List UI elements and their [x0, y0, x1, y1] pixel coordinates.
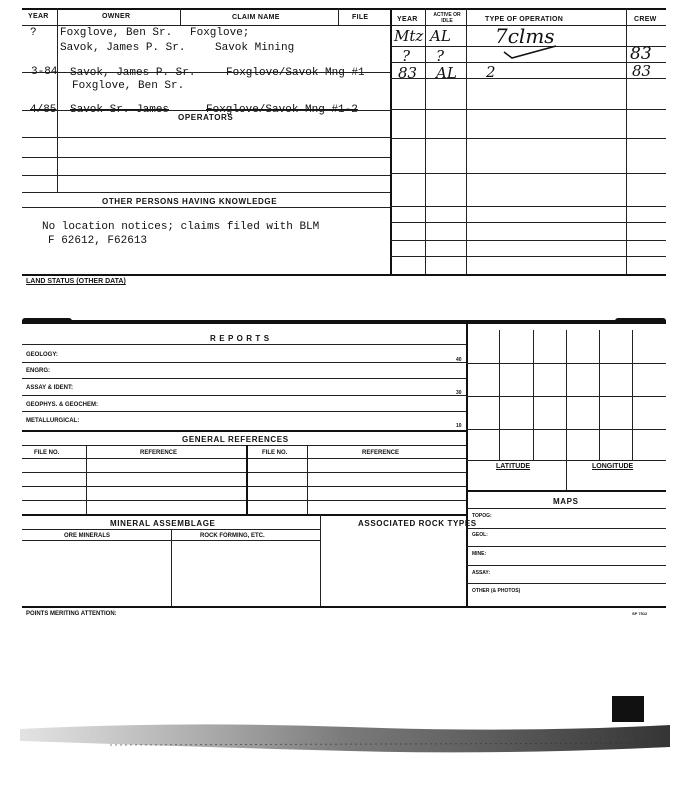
points-meriting-attention: POINTS MERITING ATTENTION:	[26, 611, 117, 617]
activity-3-year: 83	[398, 64, 418, 82]
report-assay-num: 30	[456, 390, 462, 396]
ore-minerals-label: ORE MINERALS	[64, 533, 111, 539]
col-owner: OWNER	[102, 13, 131, 20]
owner-row-4-owner: Foxglove, Ben Sr.	[72, 80, 185, 92]
activity-2-crew: 83	[630, 44, 652, 64]
report-geology: GEOLOGY:	[26, 352, 58, 358]
gen-ref-col-3: FILE NO.	[262, 450, 288, 456]
gen-ref-col-4: REFERENCE	[362, 450, 400, 456]
other-persons-title: OTHER PERSONS HAVING KNOWLEDGE	[102, 197, 278, 206]
gen-ref-col-1: FILE NO.	[34, 450, 60, 456]
maps-geol: GEOL:	[472, 532, 488, 538]
report-metallurgical: METALLURGICAL:	[26, 418, 80, 424]
report-engrg: ENGRG:	[26, 368, 50, 374]
owner-row-2-owner: Savok, James P. Sr.	[60, 42, 186, 54]
owner-row-3-claim: Foxglove/Savok Mng #1	[226, 67, 365, 79]
activity-1-status: AL	[430, 27, 451, 45]
maps-other: OTHER (& PHOTOS)	[472, 588, 521, 594]
activity-2-status: ?	[436, 47, 445, 65]
note-line-1: No location notices; claims filed with BLM	[42, 221, 320, 233]
note-line-2: F 62612, F62613	[48, 235, 148, 247]
activity-1-year: Mtz	[394, 27, 424, 45]
maps-topog: TOPOG:	[472, 513, 492, 519]
activity-2-year: ?	[402, 47, 411, 65]
owner-row-3-owner: Savok, James P. Sr.	[70, 67, 196, 79]
report-assay: ASSAY & IDENT:	[26, 385, 74, 391]
activity-3-crew: 83	[632, 62, 652, 80]
activity-3-status: AL	[436, 64, 457, 82]
owner-row-1-owner: Foxglove, Ben Sr.	[60, 27, 173, 39]
col-file: FILE	[352, 14, 369, 21]
reports-title: R E P O R T S	[210, 334, 270, 343]
owner-row-1-year: ?	[30, 27, 37, 39]
report-geology-num: 40	[456, 357, 462, 363]
general-references-title: GENERAL REFERENCES	[182, 435, 289, 444]
col-year-2: YEAR	[397, 16, 418, 23]
report-geophys: GEOPHYS. & GEOCHEM:	[26, 402, 99, 408]
col-type-of-operation: TYPE OF OPERATION	[485, 16, 564, 23]
report-metallurgical-num: 10	[456, 423, 462, 429]
owner-row-5-year: 4/85	[30, 104, 57, 116]
associated-rock-types-title: ASSOCIATED ROCK TYPES	[358, 519, 477, 528]
scan-mark-right	[615, 318, 666, 324]
activity-1-type: 7clms	[495, 24, 555, 48]
scan-noise-band	[20, 715, 670, 765]
activity-3-type: 2	[486, 63, 496, 81]
owner-row-5-owner: Savok Sr. James	[70, 104, 170, 116]
maps-mine: MINE:	[472, 551, 487, 557]
longitude-label: LONGITUDE	[592, 463, 634, 470]
col-claim-name: CLAIM NAME	[232, 14, 280, 21]
col-crew: CREW	[634, 16, 657, 23]
maps-title: MAPS	[553, 497, 579, 506]
operators-title: OPERATORS	[178, 113, 234, 122]
mineral-assemblage-title: MINERAL ASSEMBLAGE	[110, 519, 216, 528]
col-year: YEAR	[28, 13, 49, 20]
owner-row-5-claim: Foxglove/Savok Mng #1-2	[206, 104, 358, 116]
gen-ref-col-2: REFERENCE	[140, 450, 178, 456]
rock-forming-label: ROCK FORMING, ETC.	[200, 533, 265, 539]
maps-assay: ASSAY:	[472, 570, 491, 576]
section-divider	[22, 320, 666, 324]
col-active-idle: ACTIVE OR IDLE	[433, 12, 461, 24]
owner-row-3-year: 3-84	[31, 66, 58, 78]
owner-row-2-claim: Savok Mining	[215, 42, 295, 54]
land-status-label: LAND STATUS (OTHER DATA)	[26, 278, 126, 285]
handwritten-check-mark	[500, 44, 560, 60]
form-code: SP 7512	[632, 611, 648, 616]
owner-row-1-claim: Foxglove;	[190, 27, 250, 39]
latitude-label: LATITUDE	[496, 463, 531, 470]
scan-mark-left	[22, 318, 72, 324]
